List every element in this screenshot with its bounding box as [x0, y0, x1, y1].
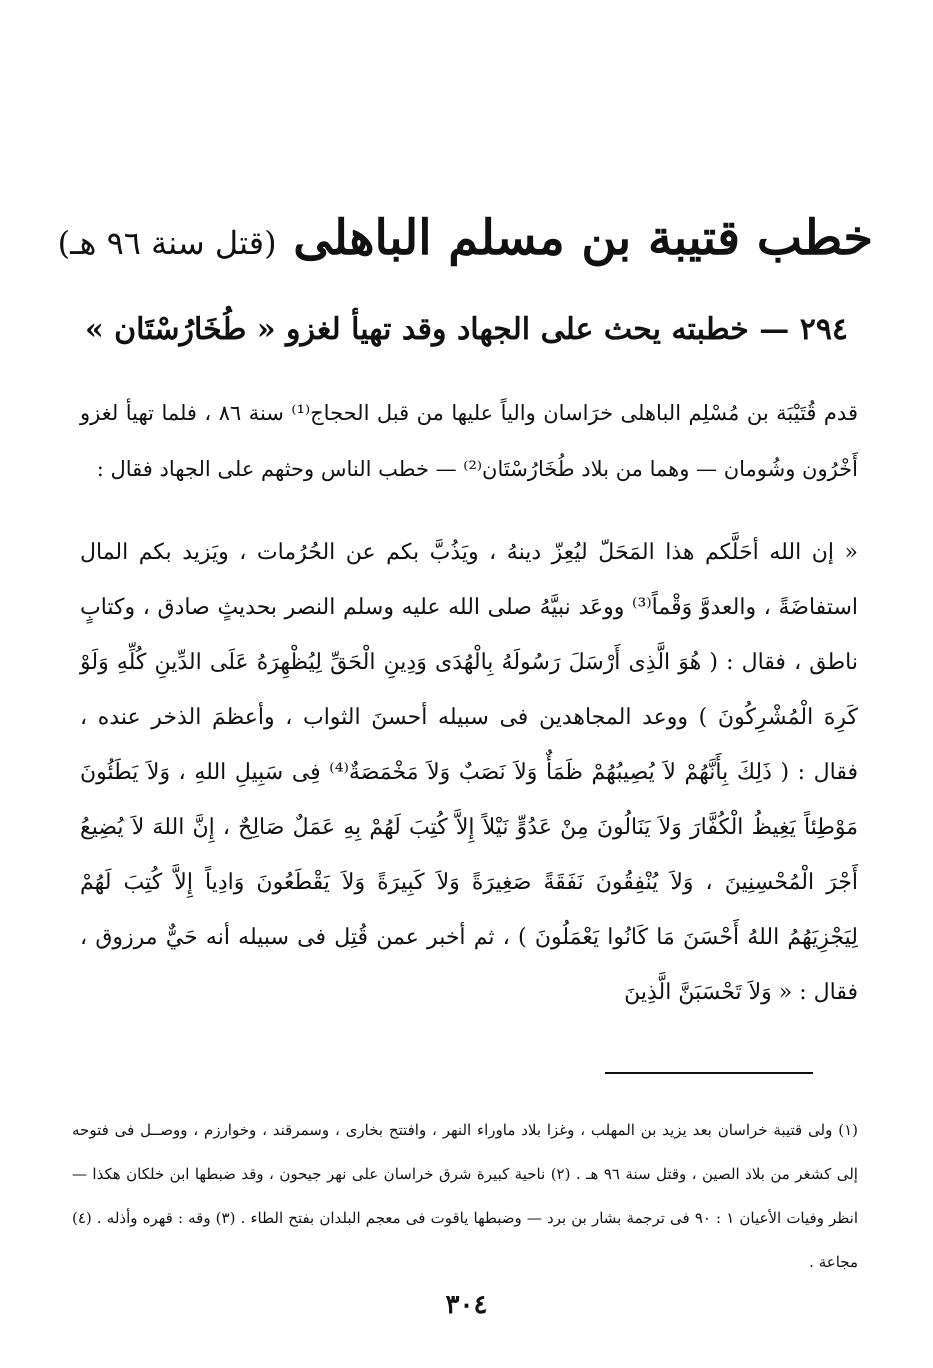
section-heading: ٢٩٤ — خطبته يحث على الجهاد وقد تهيأ لغزو « طُخَارُسْتَان » [84, 312, 849, 347]
footnote-3: (٣) وقه : قهره وأذله . [96, 1209, 236, 1227]
footnote-2: (٢) ناحية كبيرة شرق خراسان على نهر جيحون ، وقد ضبطها ابن خلكان هكذا — انظر وفيات الأعيان ١ : ٩٠ فى ترجمة بشار بن برد — وضبطها ياقوت فى معجم البلدان بفتح الطاء . [72, 1165, 858, 1227]
footnote-text [72, 1108, 858, 1284]
title-year: (قتل سنة ٩٦ هـ) [57, 224, 277, 262]
page-title [57, 198, 873, 283]
footnote-4: (٤) مجاعة . [72, 1209, 858, 1271]
title-main: خطب قتيبة بن مسلم الباهلى [293, 210, 873, 266]
speech-paragraph: « إن الله أحَلَّكم هذا المَحَلّ ليُعِزّ دينهُ ، ويَذُبَّ بكم عن الحُرُمات ، ويَزيد بكم المال استفاضَةً ، والعدوَّ وَقْماً⁽³⁾ ووعَد نبيَّهُ صلى الله عليه وسلم النصر بحديثٍ صادق ، وكتابٍ ناطق ، فقال : ( هُوَ الَّذِى أَرْسَلَ رَسُولَهُ بِالْهُدَى وَدِينِ الْحَقِّ لِيُظْهِرَهُ عَلَى الدِّينِ كُلِّهِ وَلَوْ كَرِهَ الْمُشْرِكُونَ ) ووعد المجاهدين فى سبيله أحسنَ الثواب ، وأعظمَ الذخر عنده ، فقال : ( ذَلِكَ بِأَنَّهُمْ لاَ يُصِيبُهُمْ ظَمَأٌ وَلاَ نَصَبٌ وَلاَ مَخْمَصَةٌ⁽⁴⁾ فِى سَبِيلِ اللهِ ، وَلاَ يَطَئُونَ مَوْطِئاً يَغِيظُ الْكُفَّارَ وَلاَ يَنَالُونَ مِنْ عَدُوٍّ نَيْلاً إِلاَّ كُتِبَ لَهُمْ بِهِ عَمَلٌ صَالِحٌ ، إِنَّ اللهَ لاَ يُضِيعُ أَجْرَ الْمُحْسِنِينَ ، وَلاَ يُنْفِقُونَ نَفَقَةً صَغِيرَةً وَلاَ كَبِيرَةً وَلاَ يَقْطَعُونَ وَادِياً إِلاَّ كُتِبَ لَهُمْ لِيَجْزِيَهُمُ اللهُ أَحْسَنَ مَا كَانُوا يَعْمَلُونَ ) ، ثم أخبر عمن قُتِل فى سبيله أنه حَيٌّ مرزوق ، فقال : « وَلاَ تَحْسَبَنَّ الَّذِينَ [80, 540, 858, 1005]
footnote-separator [605, 1072, 813, 1074]
body-text [80, 385, 858, 1020]
footnotes [72, 1108, 858, 1284]
page-number: ٣٠٤ [445, 1290, 488, 1320]
footnote-1: (١) ولى قتيبة خراسان بعد يزيد بن المهلب ، وغزا بلاد ماوراء النهر ، وافتتح بخارى ، وسمرقند ، وخوارزم ، ووصــل فى فتوحه إلى كشغر من بلاد الصين ، وقتل سنة ٩٦ هـ . [72, 1121, 858, 1183]
intro-paragraph: قدم قُتَيْبَة بن مُسْلِم الباهلى خرَاسان والياً عليها من قبل الحجاج⁽¹⁾ سنة ٨٦ ، فلما تهيأ لغزو أَخْرُون وشُومان — وهما من بلاد طُخَارُسْتَان⁽²⁾ — خطب الناس وحثهم على الجهاد فقال : [80, 401, 858, 481]
